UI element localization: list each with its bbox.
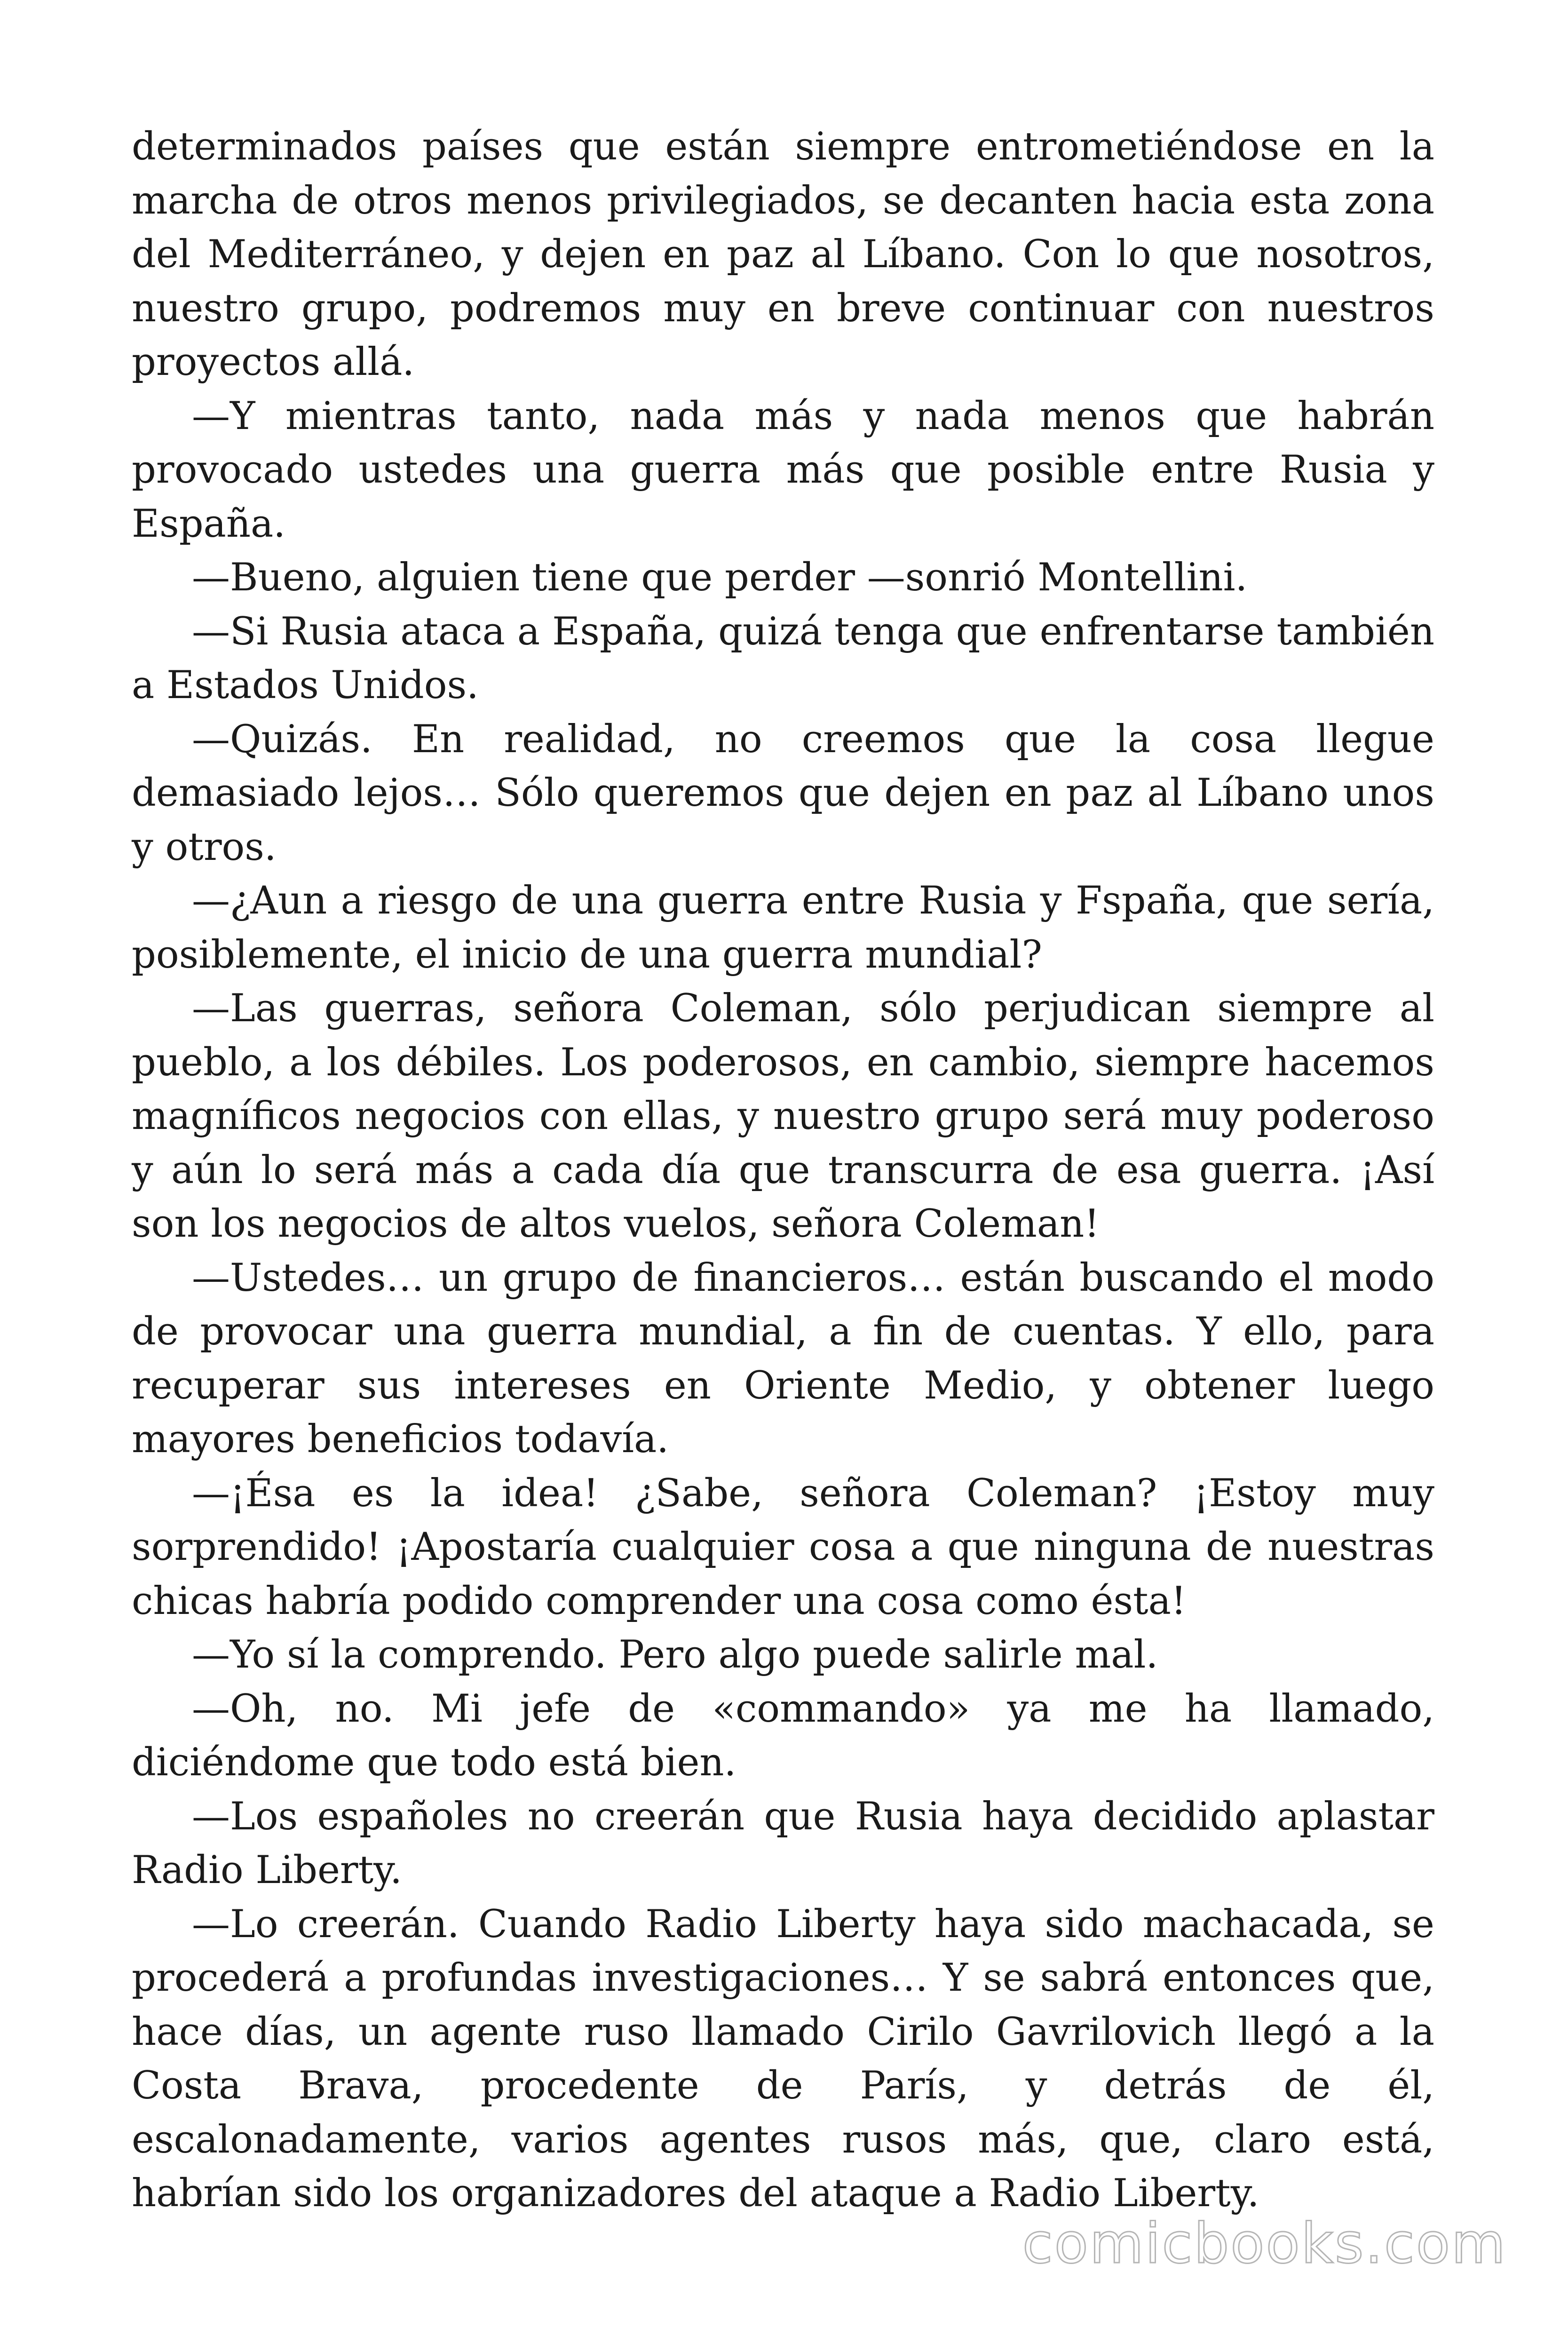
dialogue-paragraph: —Lo creerán. Cuando Radio Liberty haya sido machacada, se procederá a profundas investigaciones… Y se sabrá entonces que, hace días, un agente ruso llamado Cirilo Gavrilovich llegó a la Costa Brava, procedente de París, y detrás de él, escalonadamente, varios agentes rusos más, que, claro está, habrían sido los organizadores del ataque a Radio Liberty. xyxy=(132,1902,1434,2216)
dialogue-paragraph: —Oh, no. Mi jefe de «commando» ya me ha llamado, diciéndome que todo está bien. xyxy=(132,1686,1434,1785)
body-text xyxy=(132,120,1434,2221)
dialogue-paragraph: —Si Rusia ataca a España, quizá tenga que enfrentarse también a Estados Unidos. xyxy=(132,609,1434,707)
dialogue-paragraph: —Y mientras tanto, nada más y nada menos que habrán provocado ustedes una guerra más que posible entre Rusia y España. xyxy=(132,394,1434,546)
dialogue-paragraph: —Yo sí la comprendo. Pero algo puede salirle mal. xyxy=(192,1633,1158,1677)
dialogue-paragraph: —Ustedes… un grupo de financieros… están buscando el modo de provocar una guerra mundial, a fin de cuentas. Y ello, para recuperar sus intereses en Oriente Medio, y obtener luego mayores beneficios todavía. xyxy=(132,1255,1434,1462)
dialogue-paragraph: —¿Aun a riesgo de una guerra entre Rusia y Fspaña, que sería, posiblemente, el inicio de una guerra mundial? xyxy=(132,879,1434,977)
dialogue-paragraph: —¡Ésa es la idea! ¿Sabe, señora Coleman? ¡Estoy muy sorprendido! ¡Apostaría cualquier cosa a que ninguna de nuestras chicas habría podido comprender una cosa como ésta! xyxy=(132,1471,1434,1623)
dialogue-paragraph: —Los españoles no creerán que Rusia haya decidido aplastar Radio Liberty. xyxy=(132,1794,1434,1892)
paragraph-continuation: determinados países que están siempre entrometiéndose en la marcha de otros menos privilegiados, se decanten hacia esta zona del Mediterráneo, y dejen en paz al Líbano. Con lo que nosotros, nuestro grupo, podremos muy en breve continuar con nuestros proyectos allá. xyxy=(132,125,1434,384)
dialogue-paragraph: —Las guerras, señora Coleman, sólo perjudican siempre al pueblo, a los débiles. Los poderosos, en cambio, siempre hacemos magníficos negocios con ellas, y nuestro grupo será muy poderoso y aún lo será más a cada día que transcurra de esa guerra. ¡Así son los negocios de altos vuelos, señora Coleman! xyxy=(132,986,1434,1246)
watermark: comicbooks.com xyxy=(1022,2211,1507,2276)
dialogue-paragraph: —Bueno, alguien tiene que perder —sonrió Montellini. xyxy=(192,556,1248,600)
dialogue-paragraph: —Quizás. En realidad, no creemos que la cosa llegue demasiado lejos… Sólo queremos que dejen en paz al Líbano unos y otros. xyxy=(132,717,1434,869)
